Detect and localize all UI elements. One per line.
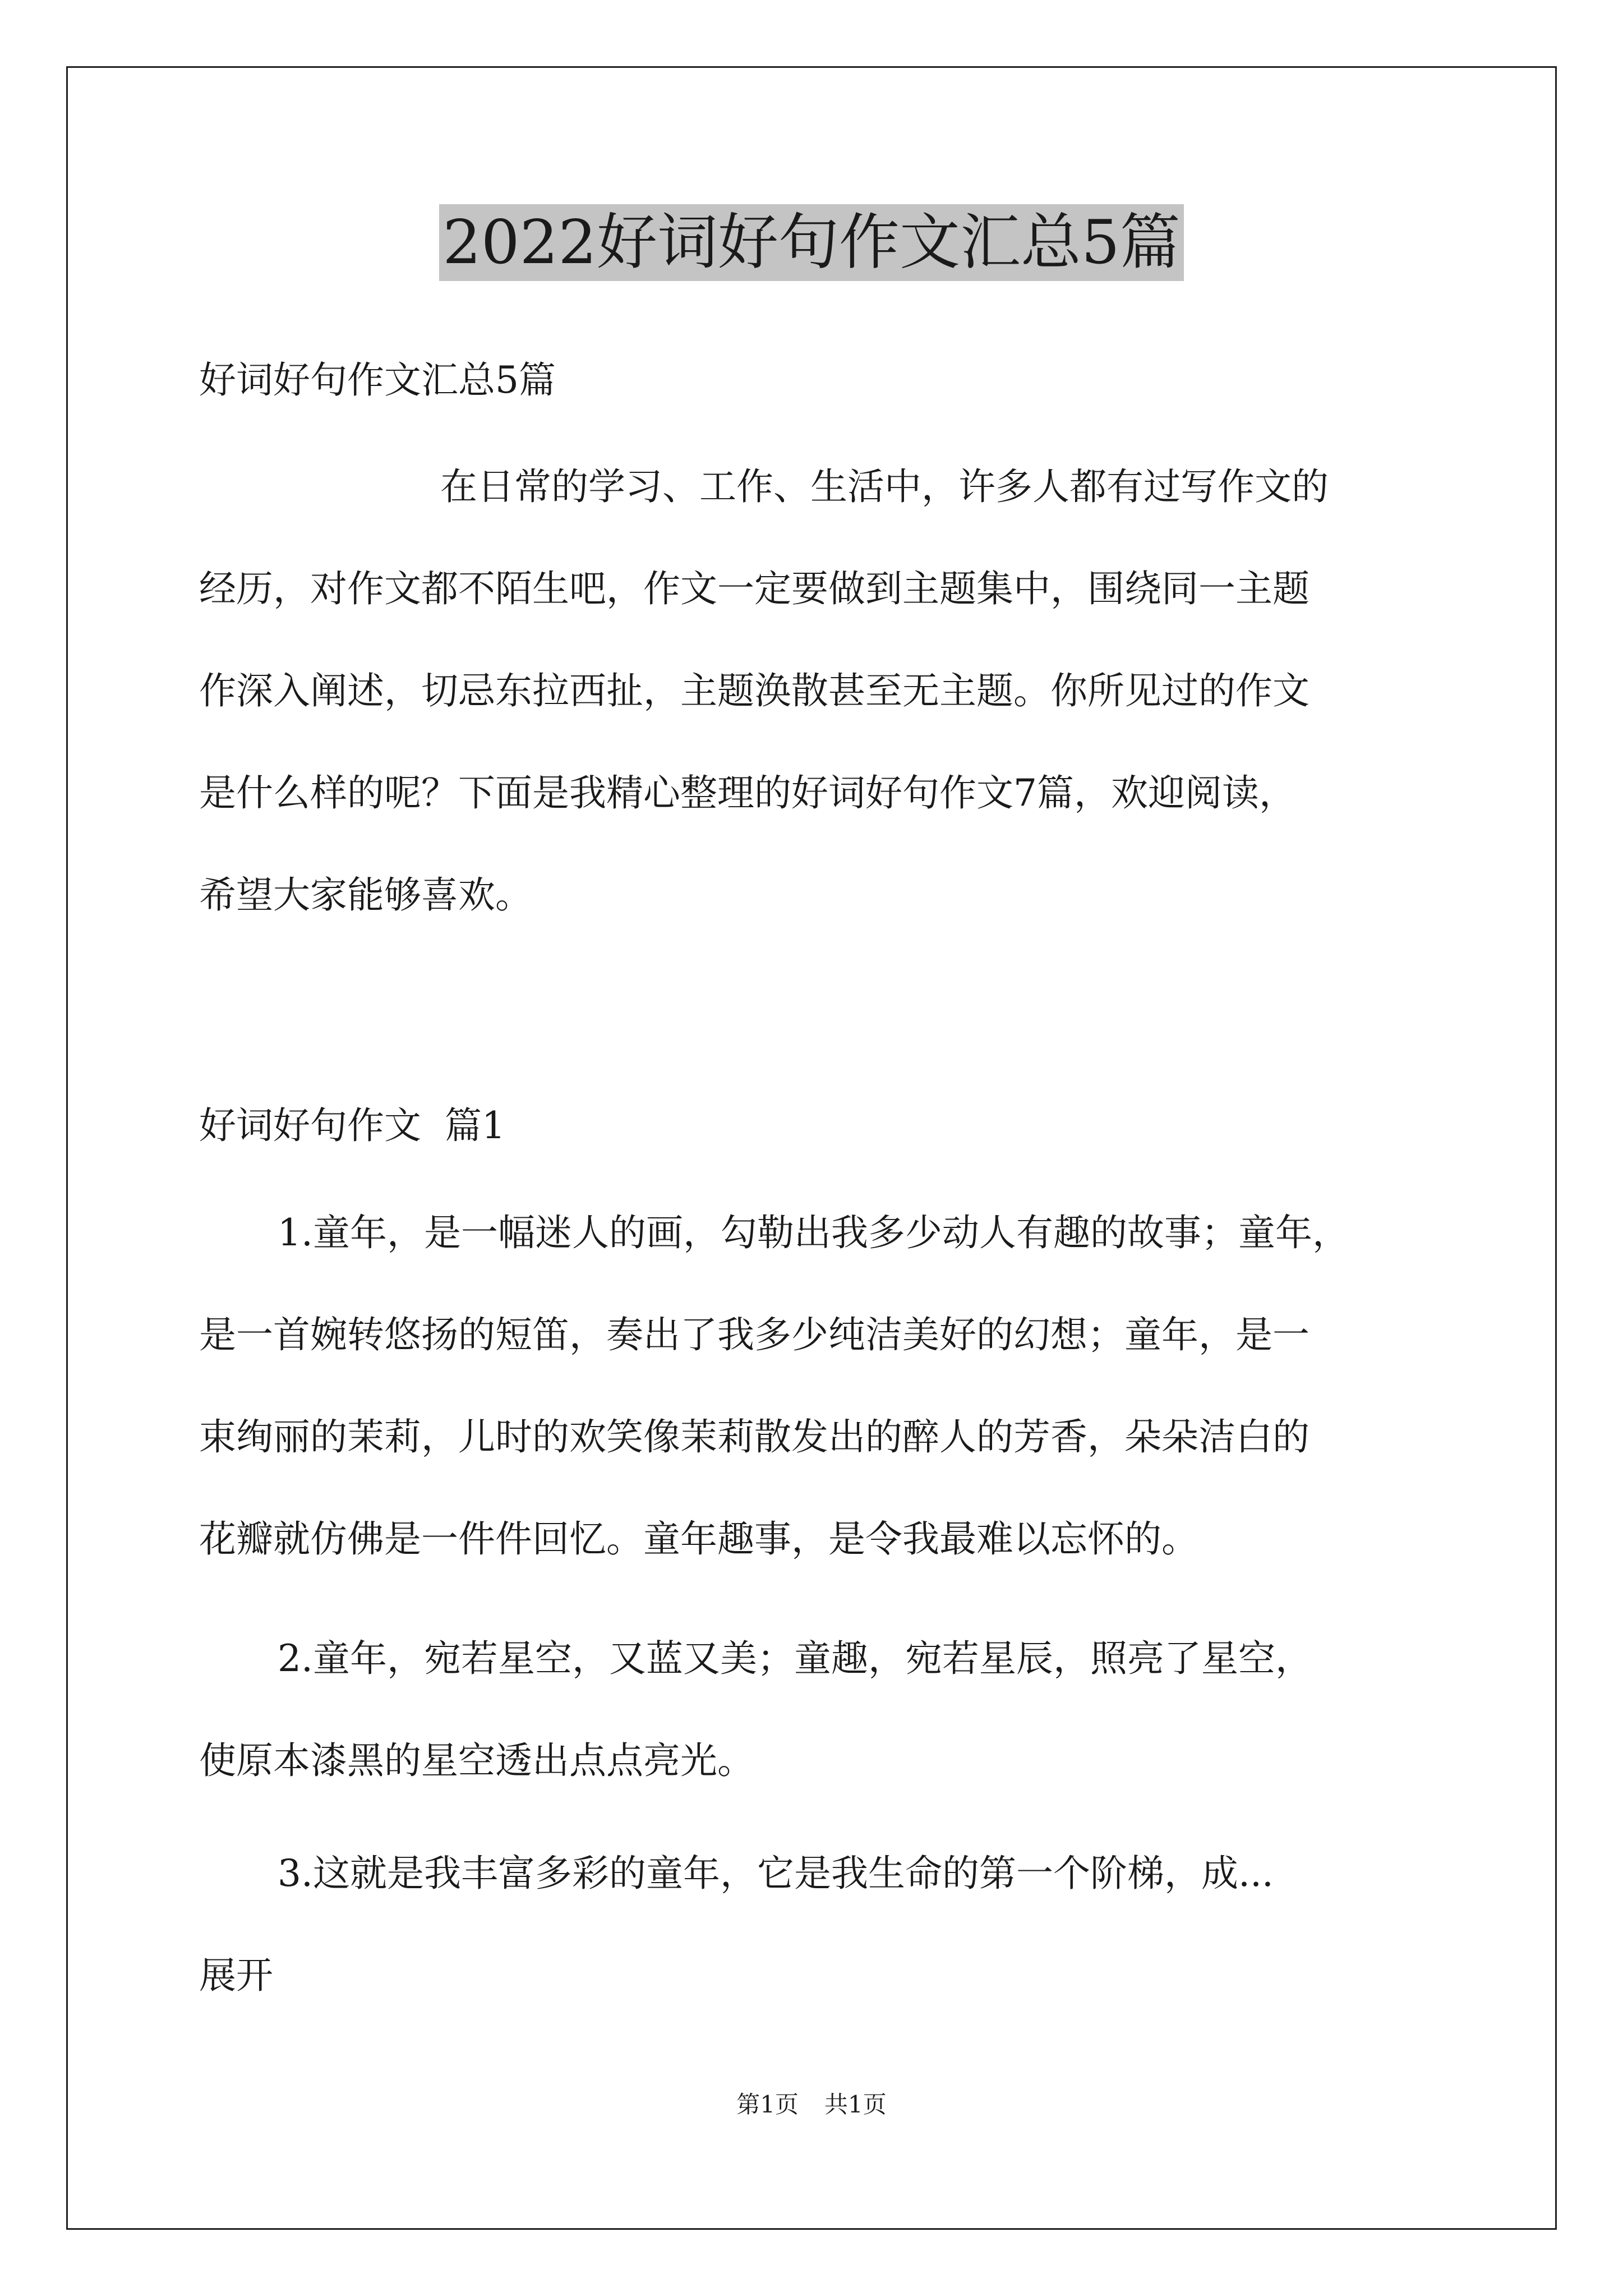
page-footer: [0, 2088, 1623, 2122]
intro-line-2: 经历，对作文都不陌生吧，作文一定要做到主题集中，围绕同一主题: [199, 567, 1310, 610]
expand-link[interactable]: 展开: [199, 1954, 273, 1997]
footer-page-number: 第1页: [736, 2091, 799, 2118]
document-title-text: 2022好词好句作文汇总5篇: [439, 204, 1184, 281]
document-subtitle: 好词好句作文汇总5篇: [199, 358, 556, 402]
section-heading: 好词好句作文 篇1: [199, 1104, 505, 1147]
item1-line-2: 是一首婉转悠扬的短笛，奏出了我多少纯洁美好的幻想；童年，是一: [199, 1313, 1310, 1356]
intro-line-1: 在日常的学习、工作、生活中，许多人都有过写作文的: [440, 465, 1329, 508]
item2-line-1: 2.童年，宛若星空，又蓝又美；童趣，宛若星辰，照亮了星空，: [278, 1637, 1312, 1680]
item1-line-1: 1.童年，是一幅迷人的画，勾勒出我多少动人有趣的故事；童年，: [278, 1211, 1349, 1254]
intro-line-5: 希望大家能够喜欢。: [199, 873, 532, 917]
footer-total-pages: 共1页: [824, 2091, 887, 2118]
item1-line-3: 束绚丽的茉莉，儿时的欢笑像茉莉散发出的醉人的芳香，朵朵洁白的: [199, 1415, 1310, 1458]
intro-line-4: 是什么样的呢？下面是我精心整理的好词好句作文7篇，欢迎阅读，: [199, 771, 1296, 815]
intro-line-3: 作深入阐述，切忌东拉西扯，主题涣散甚至无主题。你所见过的作文: [199, 669, 1310, 712]
item3-line-1: 3.这就是我丰富多彩的童年，它是我生命的第一个阶梯，成...: [278, 1852, 1274, 1895]
item1-line-4: 花瓣就仿佛是一件件回忆。童年趣事，是令我最难以忘怀的。: [199, 1517, 1198, 1561]
document-title: [0, 201, 1623, 285]
item2-line-2: 使原本漆黑的星空透出点点亮光。: [199, 1739, 754, 1782]
